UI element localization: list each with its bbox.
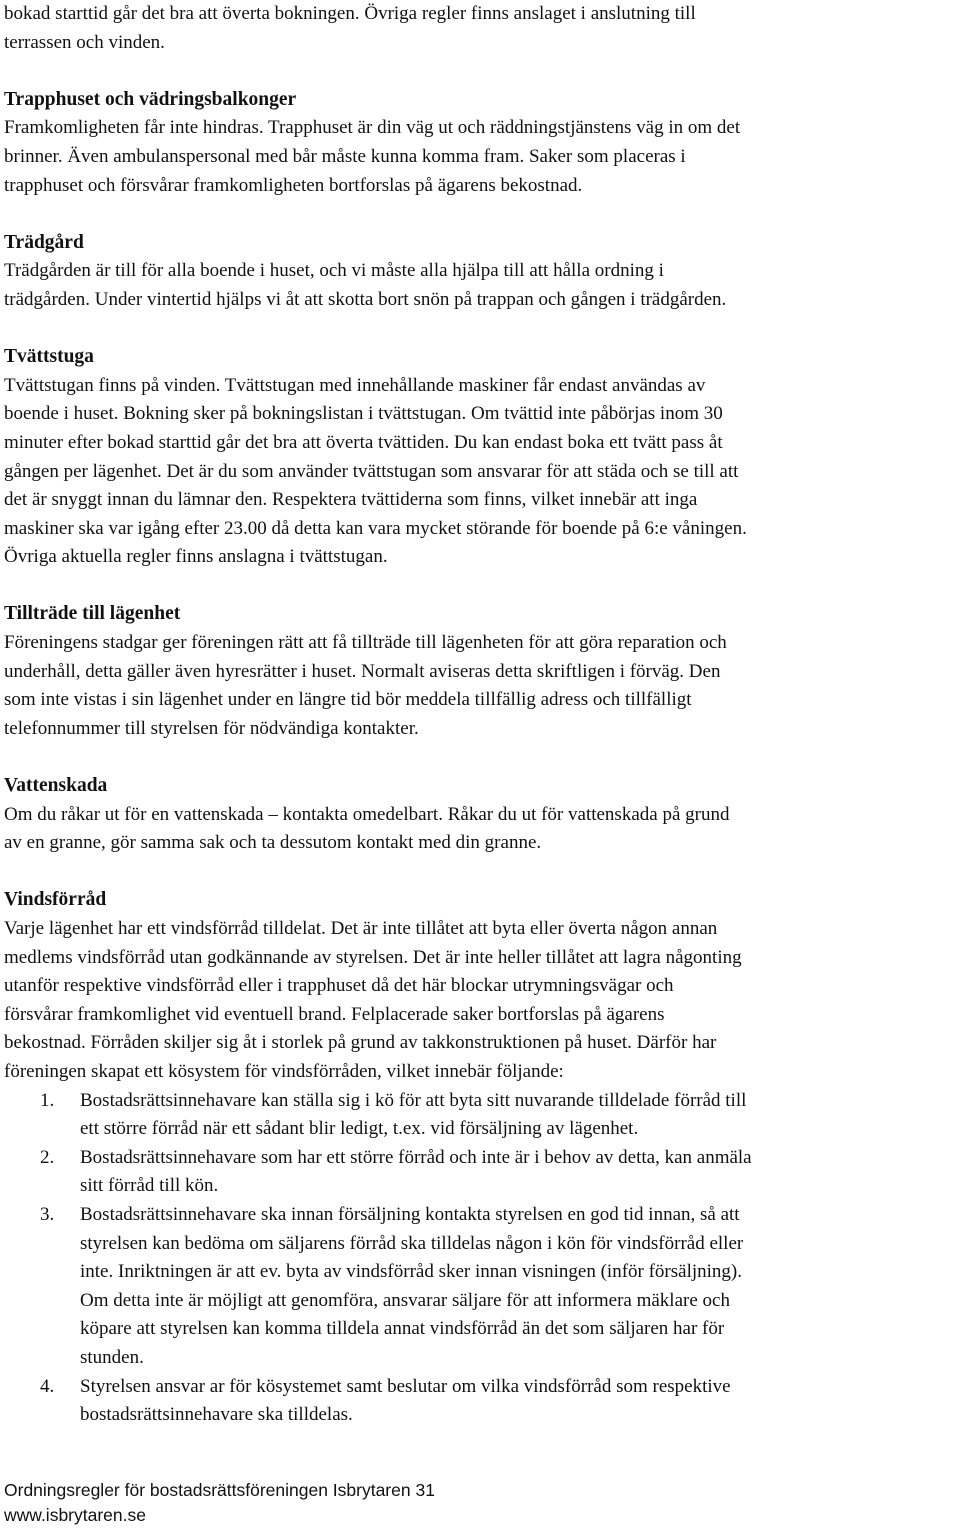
section-heading-trapphuset: Trapphuset och vädringsbalkonger [4, 88, 297, 110]
section-heading-vindsforrad: Vindsförråd [4, 889, 107, 911]
vattenskada-line: Om du råkar ut för en vattenskada – kontakta omedelbart. Råkar du ut för vattenskada på grund [4, 803, 730, 825]
list-item-line: bostadsrättsinnehavare ska tilldelas. [80, 1404, 353, 1426]
list-item-line: Bostadsrättsinnehavare ska innan försäljning kontakta styrelsen en god tid innan, så att [80, 1203, 740, 1225]
tvattstuga-line: boende i huset. Bokning sker på bokningslistan i tvättstugan. Om tvättid inte påbörjas inom 30 [4, 403, 723, 425]
list-item-line: inte. Inriktningen är att ev. byta av vindsförråd sker innan visningen (inför försäljning). [80, 1261, 743, 1283]
tvattstuga-line: det är snyggt innan du lämnar den. Respektera tvättiderna som finns, vilket innebär att inga [4, 489, 698, 511]
vindsforrad-line: bekostnad. Förråden skiljer sig åt i storlek på grund av takkonstruktionen på huset. Därför har [4, 1032, 717, 1054]
page-footer [4, 1478, 435, 1528]
section-heading-tilltrade: Tillträde till lägenhet [4, 603, 181, 625]
section-heading-tvattstuga: Tvättstuga [4, 346, 94, 368]
tilltrade-line: telefonnummer till styrelsen för nödvändiga kontakter. [4, 717, 419, 739]
footer-title: Ordningsregler för bostadsrättsföreningen Isbrytaren 31 [4, 1480, 435, 1500]
footer-url: www.isbrytaren.se [4, 1505, 146, 1525]
list-item-line: Styrelsen ansvar ar för kösystemet samt beslutar om vilka vindsförråd som respektive [80, 1375, 731, 1397]
list-number: 4. [40, 1375, 55, 1397]
vindsforrad-line: föreningen skapat ett kösystem för vindsförråden, vilket innebär följande: [4, 1060, 564, 1082]
tilltrade-line: Föreningens stadgar ger föreningen rätt att få tillträde till lägenheten för att göra reparation och [4, 632, 727, 654]
tvattstuga-line: Övriga aktuella regler finns anslagna i tvättstugan. [4, 546, 388, 568]
tradgard-line: Trädgården är till för alla boende i huset, och vi måste alla hjälpa till att hålla ordning i [4, 260, 664, 282]
document-page [4, 0, 954, 1430]
vindsforrad-line: utanför respektive vindsförråd eller i trapphuset då det här blockar utrymningsvägar och [4, 975, 674, 997]
tvattstuga-line: minuter efter bokad starttid går det bra att överta tvättiden. Du kan endast boka ett tvätt pass åt [4, 431, 723, 453]
vindsforrad-line: medlems vindsförråd utan godkännande av styrelsen. Det är inte heller tillåtet att lagra någonting [4, 946, 742, 968]
tilltrade-line: som inte vistas i sin lägenhet under en längre tid bör meddela tillfällig adress och tillfälligt [4, 689, 692, 711]
trapphuset-line: brinner. Även ambulanspersonal med bår måste kunna komma fram. Saker som placeras i [4, 145, 686, 167]
list-item-line: köpare att styrelsen kan komma tilldela annat vindsförråd än det som säljaren har för [80, 1318, 725, 1340]
tradgard-line: trädgården. Under vintertid hjälps vi åt att skotta bort snön på trappan och gången i trädgården. [4, 288, 727, 310]
list-item-line: ett större förråd när ett sådant blir ledigt, t.ex. vid försäljning av lägenhet. [80, 1118, 639, 1140]
tilltrade-line: underhåll, detta gäller även hyresrätter i huset. Normalt aviseras detta skriftligen i förväg. Den [4, 660, 721, 682]
tvattstuga-line: Tvättstugan finns på vinden. Tvättstugan med innehållande maskiner får endast användas av [4, 374, 706, 396]
list-item-line: Om detta inte är möjligt att genomföra, ansvarar säljare för att informera mäklare och [80, 1289, 730, 1311]
vattenskada-line: av en granne, gör samma sak och ta dessutom kontakt med din granne. [4, 832, 542, 854]
numbered-list-item [4, 1373, 954, 1430]
list-item-line: styrelsen kan bedöma om säljarens förråd ska tilldelas någon i kön för vindsförråd eller [80, 1232, 744, 1254]
list-number: 1. [40, 1089, 55, 1111]
list-item-line: sitt förråd till kön. [80, 1175, 219, 1197]
list-number: 3. [40, 1203, 55, 1225]
list-item-line: stunden. [80, 1346, 144, 1368]
section-heading-vattenskada: Vattenskada [4, 775, 108, 797]
list-number: 2. [40, 1146, 55, 1168]
list-item-line: Bostadsrättsinnehavare kan ställa sig i kö för att byta sitt nuvarande tilldelade förråd till [80, 1089, 747, 1111]
section-heading-tradgard: Trädgård [4, 231, 84, 253]
numbered-list-item [4, 1087, 954, 1144]
vindsforrad-line: försvårar framkomlighet vid eventuell brand. Felplacerade saker bortforslas på ägarens [4, 1003, 665, 1025]
trapphuset-line: Framkomligheten får inte hindras. Trapphuset är din väg ut och räddningstjänstens väg in om det [4, 117, 741, 139]
trapphuset-line: trapphuset och försvårar framkomligheten bortforslas på ägarens bekostnad. [4, 174, 583, 196]
numbered-list-item [4, 1144, 954, 1201]
list-item-line: Bostadsrättsinnehavare som har ett större förråd och inte är i behov av detta, kan anmäla [80, 1146, 752, 1168]
tvattstuga-line: gången per lägenhet. Det är du som använder tvättstugan som ansvarar för att städa och se till att [4, 460, 739, 482]
intro-line: bokad starttid går det bra att överta bokningen. Övriga regler finns anslaget i anslutning till [4, 3, 696, 24]
vindsforrad-line: Varje lägenhet har ett vindsförråd tilldelat. Det är inte tillåtet att byta eller överta någon annan [4, 918, 718, 939]
tvattstuga-line: maskiner ska var igång efter 23.00 då detta kan vara mycket störande för boende på 6:e våningen. [4, 517, 747, 539]
numbered-list-item [4, 1201, 954, 1373]
intro-line: terrassen och vinden. [4, 31, 165, 53]
